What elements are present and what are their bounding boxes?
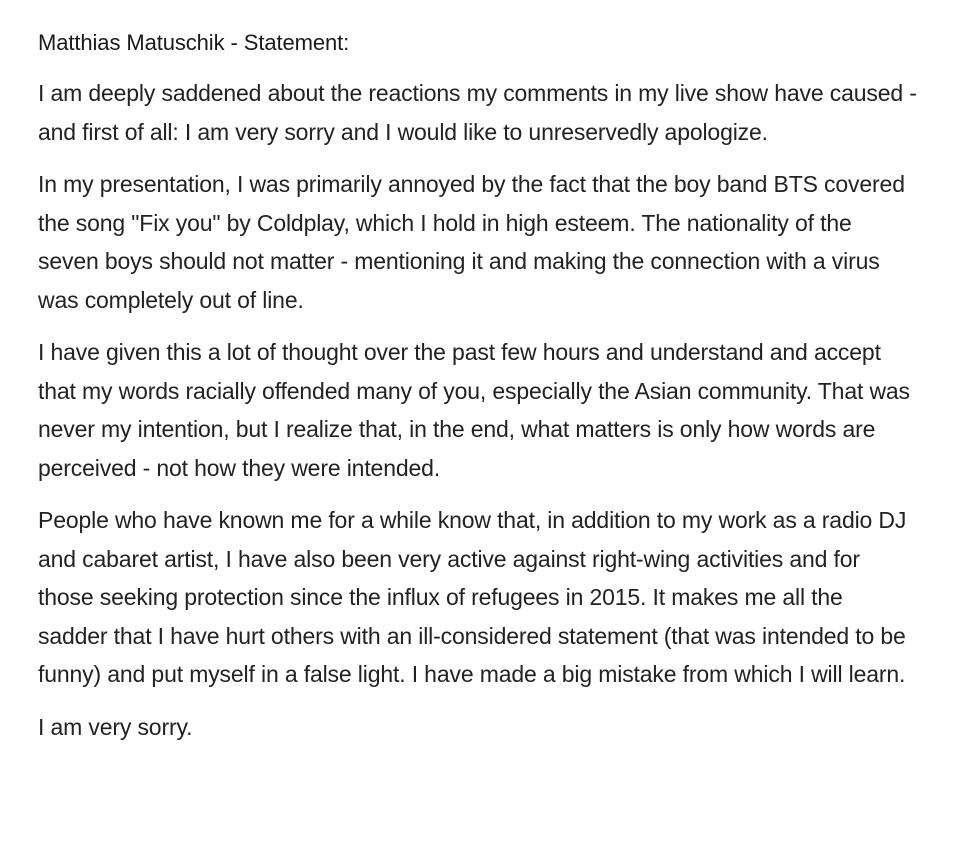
- statement-paragraph-4: People who have known me for a while know that, in addition to my work as a radio DJ and cabaret artist, I have also been very active against right-wing activities and for those seeking protection since the influx of refugees in 2015. It makes me all the sadder that I have hurt others with an ill-considered statement (that was intended to be funny) and put myself in a false light. I have made a big mistake from which I will learn.: [38, 507, 907, 687]
- statement-title: Matthias Matuschik - Statement:: [38, 30, 350, 55]
- statement-paragraph-1: I am deeply saddened about the reactions my comments in my live show have caused - and first of all: I am very sorry and I would like to unreservedly apologize.: [38, 80, 917, 145]
- statement-paragraph-2: In my presentation, I was primarily annoyed by the fact that the boy band BTS covered the song "Fix you" by Coldplay, which I hold in high esteem. The nationality of the seven boys should not matter - mentioning it and making the connection with a virus was completely out of line.: [38, 171, 905, 313]
- statement-paragraph-3: I have given this a lot of thought over the past few hours and understand and accept that my words racially offended many of you, especially the Asian community. That was never my intention, but I realize that, in the end, what matters is only how words are perceived - not how they were intended.: [38, 339, 910, 481]
- statement-closing: I am very sorry.: [38, 713, 193, 740]
